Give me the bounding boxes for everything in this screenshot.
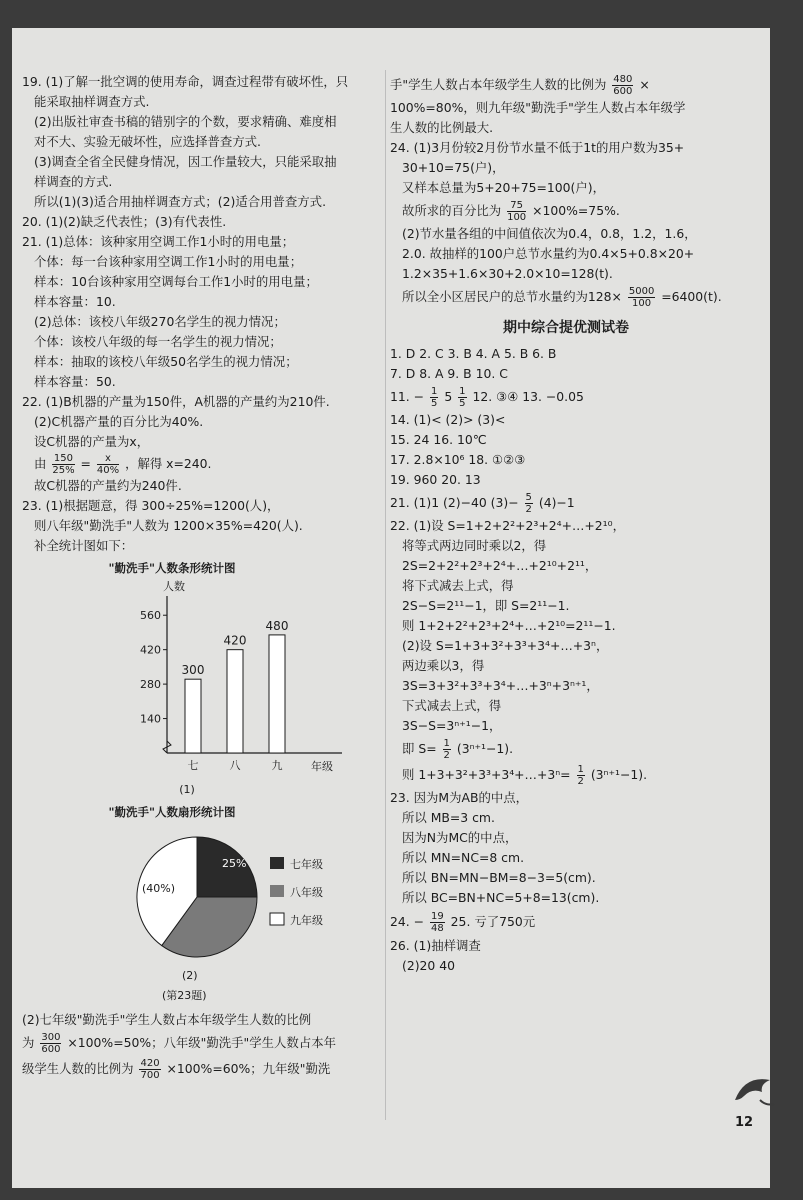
text-fragment: (4)−1: [538, 495, 575, 510]
numerator: 420: [140, 1058, 160, 1069]
answer-line: 19. 960 20. 13: [390, 472, 481, 487]
bar: [185, 679, 201, 753]
pie-label-jiu: (40%): [142, 882, 176, 895]
numerator: x: [97, 453, 119, 465]
text-fragment: 21. (1)1 (2)−40 (3)−: [390, 495, 519, 510]
text-fragment: 级学生人数的比例为: [22, 1061, 134, 1076]
equation-line: [390, 198, 742, 224]
page-number: 12: [735, 1115, 754, 1130]
text-fragment: 即 S=: [402, 741, 437, 756]
text-line: 20. (1)(2)缺乏代表性；(3)有代表性.: [22, 214, 227, 229]
text-fragment: 所以全小区居民户的总节水量约为128×: [402, 289, 622, 304]
fraction: [458, 386, 466, 409]
bar-chart-title: "勤洗手"人数条形统计图: [108, 561, 236, 575]
text-line: 23. 因为M为AB的中点，: [390, 790, 529, 805]
equation-line: [390, 284, 742, 310]
fraction: [139, 1058, 160, 1081]
text-fragment: ×100%=75%.: [532, 203, 620, 218]
text-fragment: 为: [22, 1035, 35, 1050]
text-line: (2)总体：该校八年级270名学生的视力情况；: [34, 314, 286, 329]
text-fragment: (3ⁿ⁺¹−1).: [590, 767, 648, 782]
fraction: [577, 764, 585, 787]
fraction: [628, 286, 655, 309]
denominator: 600: [613, 86, 633, 97]
legend-swatch-ba: [270, 885, 284, 897]
answer-line: [390, 384, 742, 410]
pie-chart-title: "勤洗手"人数扇形统计图: [108, 805, 236, 819]
text-line: (2)出版社审查书稿的错别字的个数，要求精确、难度相: [34, 114, 337, 129]
text-line: 个体：每一台该种家用空调工作1小时的用电量；: [34, 254, 303, 269]
text-line: 3S−S=3ⁿ⁺¹−1，: [402, 718, 502, 733]
text-line: 样本：抽取的该校八年级50名学生的视力情况；: [34, 354, 298, 369]
bar: [227, 650, 243, 753]
denominator: 2: [443, 750, 450, 761]
text-line: 又样本总量为5+20+75=100(户)，: [402, 180, 606, 195]
numerator: 75: [507, 200, 526, 212]
fraction: [507, 200, 526, 223]
denominator: 25%: [52, 465, 75, 476]
fraction: [525, 492, 533, 515]
left-column: [22, 72, 382, 1082]
y-tick-label: 560: [140, 609, 161, 623]
numerator: 5: [525, 492, 532, 503]
fraction: [612, 74, 633, 97]
text-line: 能采取抽样调查方式.: [34, 94, 150, 109]
text-line: 22. (1)设 S=1+2+2²+2³+2⁴+…+2¹⁰，: [390, 518, 625, 533]
legend-label: 七年级: [290, 858, 323, 871]
text-line: 3S=3+3²+3³+3⁴+…+3ⁿ+3ⁿ⁺¹，: [402, 678, 599, 693]
bar-marks: [140, 609, 288, 772]
text-line: 1.2×35+1.6×30+2.0×10=128(t).: [402, 266, 613, 281]
text-line: 生人数的比例最大.: [390, 120, 494, 135]
y-tick-label: 280: [140, 678, 161, 692]
text-line: 样本容量：50.: [34, 374, 116, 389]
text-line: 因为N为MC的中点，: [402, 830, 518, 845]
text-line: 所以 MN=NC=8 cm.: [402, 850, 525, 865]
text-line: 对不大、实验无破坏性，应选择普查方式.: [34, 134, 261, 149]
denominator: 600: [41, 1044, 61, 1055]
text-line: 26. (1)抽样调查: [390, 938, 481, 953]
text-line: 样本：10台该种家用空调每台工作1小时的用电量；: [34, 274, 318, 289]
numerator: 19: [430, 911, 444, 922]
bar-value-label: 300: [181, 663, 205, 678]
right-column: [390, 72, 742, 976]
text-line: 则八年级"勤洗手"人数为 1200×35%=420(人).: [34, 518, 303, 533]
text-line: 两边乘以3，得: [402, 658, 485, 673]
answer-line: 7. D 8. A 9. B 10. C: [390, 366, 508, 381]
pie-label-qi: 25%: [222, 857, 247, 870]
text-line: 则 1+2+2²+2³+2⁴+…+2¹⁰=2¹¹−1.: [402, 618, 616, 633]
denominator: 100: [507, 212, 527, 223]
numerator: 1: [430, 386, 438, 397]
text-line: 所以(1)(3)适合用抽样调查方式；(2)适合用普查方式.: [34, 194, 327, 209]
bar-chart-ylabel: 人数: [163, 580, 185, 593]
text-line: 30+10=75(户)，: [402, 160, 505, 175]
answer-line: 17. 2.8×10⁶ 18. ①②③: [390, 452, 526, 467]
numerator: 1: [577, 764, 584, 775]
text-line: 21. (1)总体：该种家用空调工作1小时的用电量；: [22, 234, 295, 249]
y-tick-label: 140: [140, 712, 161, 726]
denominator: 5: [459, 398, 466, 409]
numerator: 480: [613, 74, 633, 85]
answer-line: 15. 24 16. 10℃: [390, 432, 487, 447]
denominator: 700: [140, 1070, 160, 1081]
text-line: 个体：该校八年级的每一名学生的视力情况；: [34, 334, 282, 349]
text-fragment: ×100%=60%；九年级"勤洗: [166, 1061, 331, 1076]
column-divider: [385, 70, 386, 1120]
bar-value-label: 480: [265, 618, 289, 633]
text-fragment: 25. 亏了750元: [450, 914, 536, 929]
figure-caption: (第23题): [162, 989, 207, 1002]
text-fragment: 由: [34, 456, 47, 471]
equation-line: [390, 762, 742, 788]
fraction: [443, 738, 451, 761]
text-fragment: ×100%=50%；八年级"勤洗手"学生人数占本年: [67, 1035, 336, 1050]
section-title: 期中综合提优测试卷: [503, 320, 629, 336]
text-fragment: =: [80, 456, 91, 471]
text-line: 22. (1)B机器的产量为150件，A机器的产量约为210件.: [22, 394, 330, 409]
text-line: 将等式两边同时乘以2，得: [402, 538, 547, 553]
answer-line: [390, 490, 742, 516]
denominator: 100: [632, 298, 652, 309]
bar-chart: [22, 578, 352, 778]
text-line: 下式减去上式，得: [402, 698, 502, 713]
fraction: [52, 453, 74, 476]
answer-line: 1. D 2. C 3. B 4. A 5. B 6. B: [390, 346, 557, 361]
bar: [269, 635, 285, 753]
text-line: 19. (1)了解一批空调的使用寿命，调查过程带有破坏性，只: [22, 74, 349, 89]
text-line: 2S−S=2¹¹−1，即 S=2¹¹−1.: [402, 598, 570, 613]
equation-line: [390, 736, 742, 762]
x-tick-label: 九: [271, 759, 283, 772]
text-line: 2.0. 故抽样的100户总节水量约为0.4×5+0.8×20+: [402, 246, 695, 261]
text-fragment: ，解得 x=240.: [125, 456, 212, 471]
x-tick-label: 七: [187, 759, 199, 772]
legend-label: 八年级: [290, 886, 323, 899]
text-fragment: ×: [639, 77, 650, 92]
text-line: 24. (1)3月份较2月份节水量不低于1t的用户数为35+: [390, 140, 685, 155]
text-line: 设C机器的产量为x，: [34, 434, 150, 449]
pie-chart: [22, 822, 352, 972]
text-fragment: 24. −: [390, 914, 425, 929]
text-line: (2)七年级"勤洗手"学生人数占本年级学生人数的比例: [22, 1012, 312, 1027]
text-line: 100%=80%，则九年级"勤洗手"学生人数占本年级学: [390, 100, 686, 115]
legend-label: 九年级: [290, 914, 323, 927]
text-fragment: 12. ③④ 13. −0.05: [472, 389, 584, 404]
text-fragment: (3ⁿ⁺¹−1).: [456, 741, 514, 756]
text-line: 样调查的方式.: [34, 174, 113, 189]
text-line: 将下式减去上式，得: [402, 578, 514, 593]
fraction: [40, 1032, 61, 1055]
text-line: 故C机器的产量约为240件.: [34, 478, 182, 493]
pie-marks: [137, 837, 257, 957]
text-line: 补全统计图如下：: [34, 538, 134, 553]
fraction: [97, 453, 119, 476]
text-line: 所以 BN=MN−BM=8−3=5(cm).: [402, 870, 596, 885]
fraction: [430, 911, 445, 934]
text-line: 所以 MB=3 cm.: [402, 810, 495, 825]
fraction: [430, 386, 438, 409]
text-fragment: 则 1+3+3²+3³+3⁴+…+3ⁿ=: [402, 767, 571, 782]
text-line: 所以 BC=BN+NC=5+8=13(cm).: [402, 890, 600, 905]
answer-line: [390, 908, 742, 936]
numerator: 5000: [628, 286, 655, 297]
text-line: 23. (1)根据题意，得 300÷25%=1200(人)，: [22, 498, 280, 513]
denominator: 2: [525, 504, 532, 515]
answer-line: 14. (1)< (2)> (3)<: [390, 412, 506, 427]
numerator: 300: [41, 1032, 61, 1043]
denominator: 2: [577, 776, 584, 787]
pie-chart-caption: (2): [182, 969, 198, 982]
text-fragment: 手"学生人数占本年级学生人数的比例为: [390, 77, 607, 92]
denominator: 5: [430, 398, 438, 409]
equation-line: [22, 1030, 382, 1056]
dolphin-logo-icon: [730, 1070, 780, 1115]
text-fragment: 故所求的百分比为: [402, 203, 502, 218]
text-line: 样本容量：10.: [34, 294, 116, 309]
legend-swatch-jiu: [270, 913, 284, 925]
legend-swatch-qi: [270, 857, 284, 869]
bar-value-label: 420: [223, 633, 247, 648]
bar-chart-caption: (1): [179, 783, 195, 796]
numerator: 150: [53, 453, 73, 464]
text-fragment: =6400(t).: [661, 289, 722, 304]
text-line: 2S=2+2²+2³+2⁴+…+2¹⁰+2¹¹，: [402, 558, 598, 573]
equation-line: [22, 1056, 382, 1082]
numerator: 1: [459, 386, 466, 397]
numerator: 1: [443, 738, 450, 749]
equation-line: [22, 452, 382, 476]
text-line: (2)设 S=1+3+3²+3³+3⁴+…+3ⁿ，: [402, 638, 609, 653]
text-fragment: 5: [444, 389, 457, 404]
bar-chart-xlabel: 年级: [311, 760, 333, 773]
y-tick-label: 420: [140, 643, 161, 657]
denominator: 40%: [96, 465, 120, 476]
x-tick-label: 八: [229, 759, 241, 772]
text-line: (2)20 40: [402, 958, 456, 973]
equation-line: [390, 72, 742, 98]
text-line: (2)C机器产量的百分比为40%.: [34, 414, 204, 429]
denominator: 48: [430, 923, 444, 934]
text-line: (3)调查全省全民健身情况，因工作量较大，只能采取抽: [34, 154, 337, 169]
text-line: (2)节水量各组的中间值依次为0.4，0.8，1.2，1.6，: [402, 226, 697, 241]
text-fragment: 11. −: [390, 389, 425, 404]
